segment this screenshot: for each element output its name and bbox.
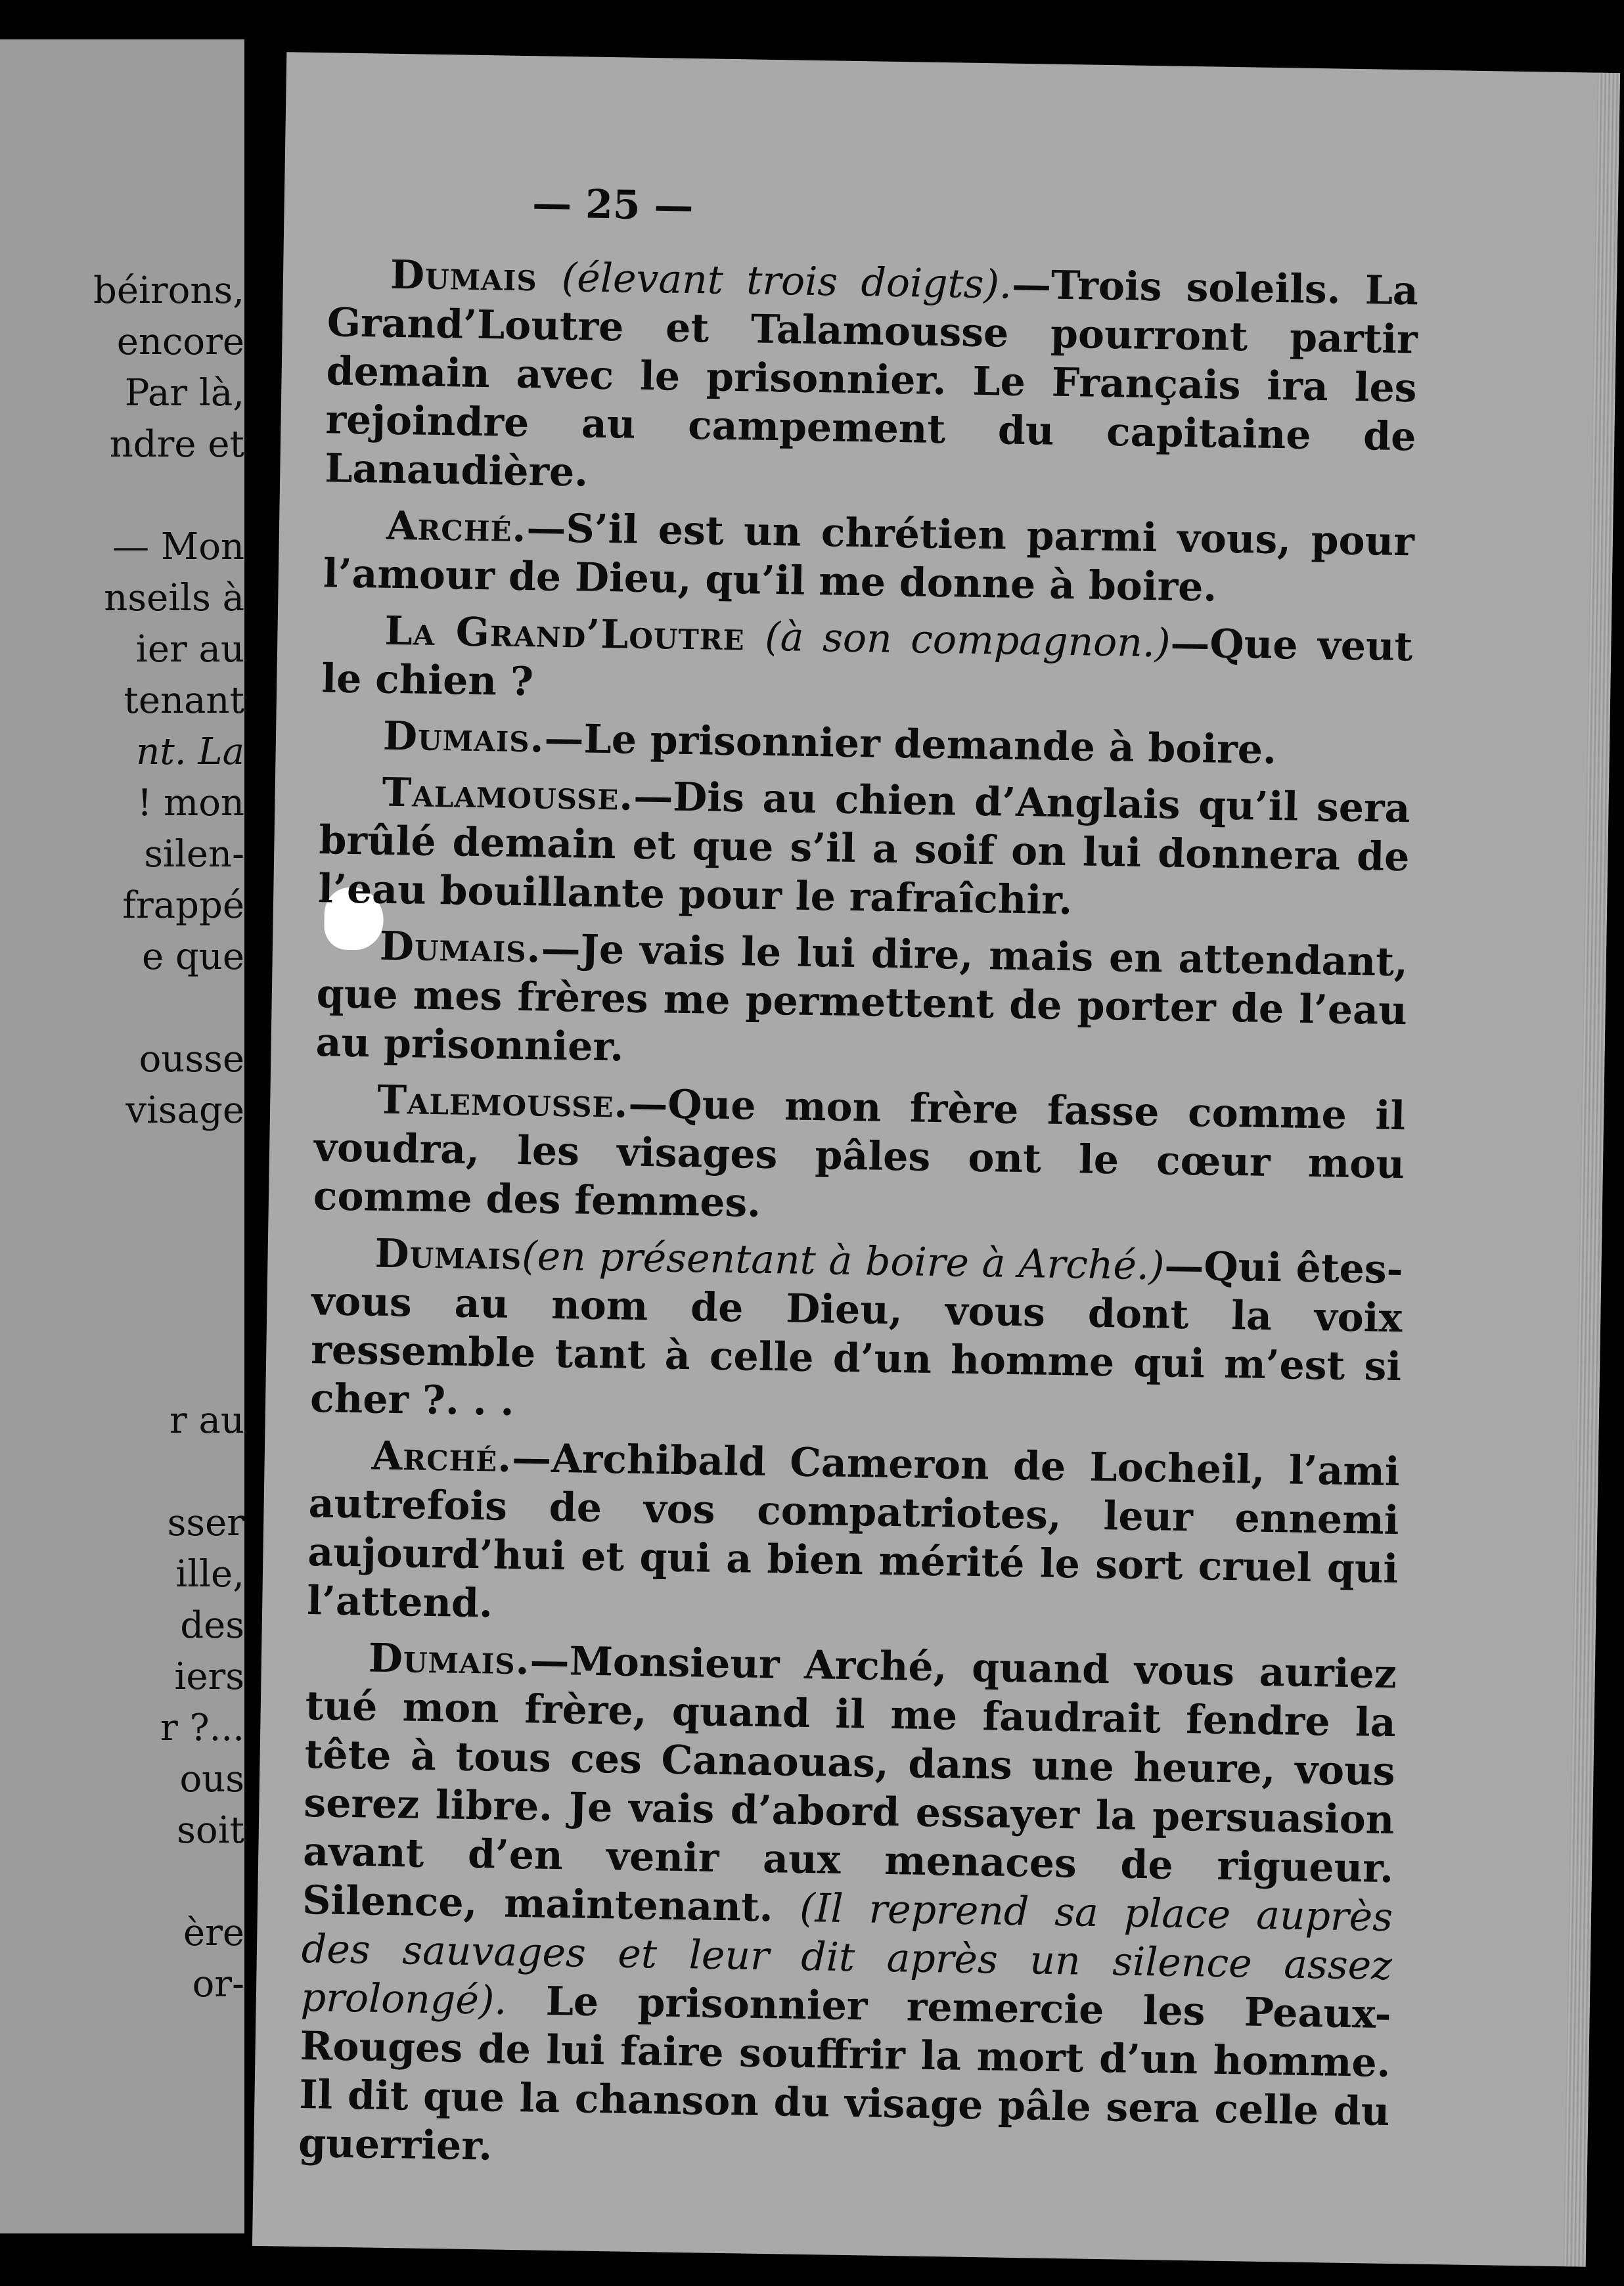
left-page-line: ille, [175, 1553, 244, 1596]
left-page-line: r au [169, 1399, 244, 1442]
left-page-line: ère [183, 1912, 244, 1954]
left-page-line: visage [125, 1089, 244, 1132]
left-page-line: ous [179, 1758, 244, 1801]
dialogue-paragraph [310, 1228, 1403, 1440]
page-edge [1564, 73, 1620, 2267]
left-page-line: ousse [139, 1038, 244, 1081]
dialogue-text: —Archibald Cameron de Locheil, l’ami autrefois de vos compatriotes, leur ennemi aujourd’hui et qui a bien mérité le sort cruel qui l’attend. [306, 1435, 1401, 1627]
page-number: — 25 — [531, 181, 694, 230]
dialogue-text: —Monsieur Arché, quand vous auriez tué mon frère, quand il me faudrait fendre la tête à tous ces Canaouas, dans une heure, vous serez libre. Je vais d’abord essayer la persuasion avant d’en venir aux menaces de rigueur. Silence, maintenant. [302, 1638, 1397, 1931]
dialogue-text: —Dis au chien d’Anglais qu’il sera brûlé demain et que s’il a soif on lui donnera de l’eau bouillante pour le rafraîchir. [317, 773, 1411, 924]
speaker-name: La Grand’Loutre [384, 608, 746, 660]
dialogue-text: —Que veut le chien ? [321, 620, 1413, 706]
speaker-name: Arché. [371, 1433, 512, 1481]
left-page-line: or- [192, 1963, 244, 2006]
stage-direction: (élevant trois doigts). [561, 254, 1012, 308]
dialogue-paragraph [313, 1075, 1405, 1238]
stage-direction: (en présentant à boire à Arché.) [521, 1233, 1165, 1289]
speaker-name: Talemousse. [376, 1077, 629, 1127]
left-page-line: ndre et [109, 423, 244, 466]
left-page-fragment [0, 39, 250, 2233]
speaker-name: Arché. [386, 503, 528, 552]
speaker-name: Dumais. [379, 923, 542, 972]
speaker-name: Dumais. [382, 713, 545, 762]
dialogue-text: Le prisonnier remercie les Peaux-Rouges de lui faire souffrir la mort d’un homme. Il dit que la chanson du visage pâle sera celle du guerrier. [298, 1978, 1392, 2170]
dialogue-paragraph [318, 767, 1410, 930]
left-page-line: — Mon [112, 526, 244, 568]
left-page-line: soit [177, 1809, 244, 1852]
left-page-line: nseils à [104, 577, 244, 619]
left-page-line: ! mon [137, 782, 244, 824]
speaker-name: Dumais [374, 1230, 522, 1280]
page-body [298, 250, 1419, 2193]
left-page-line: nt. La [136, 730, 244, 773]
left-page-line: tenant [124, 679, 244, 722]
dialogue-text: —Que mon frère fasse comme il voudra, les visages pâles ont le cœur mou comme des femmes. [313, 1081, 1406, 1226]
speaker-name: Talamousse. [382, 769, 634, 820]
dialogue-paragraph [323, 501, 1414, 615]
dialogue-text: —Trois soleils. La Grand’Loutre et Talamousse pourront partir demain avec le prisonnier. Le Français ira les rejoindre au campement du capitaine de Lanaudière. [324, 261, 1419, 496]
speaker-name: Dumais [390, 252, 538, 301]
left-page-line: frappé [122, 884, 244, 927]
right-page [252, 52, 1620, 2266]
stage-direction: (Il reprend sa place auprès des sauvages et leur dit après un silence assez prolongé). [300, 1885, 1393, 2024]
left-page-line: r ?... [160, 1707, 244, 1749]
dialogue-paragraph [315, 921, 1408, 1084]
dialogue-text: —S’il est un chrétien parmi vous, pour l’amour de Dieu, qu’il me donne à boire. [323, 505, 1415, 611]
stage-direction: (à son compagnon.) [764, 614, 1171, 667]
dialogue-paragraph [320, 711, 1411, 776]
left-page-line: encore [116, 321, 244, 363]
speaker-name: Dumais. [368, 1635, 531, 1684]
dialogue-paragraph [298, 1633, 1397, 2185]
left-page-line: des [180, 1604, 244, 1647]
dialogue-paragraph [325, 250, 1419, 510]
left-page-line: Par là, [124, 372, 244, 415]
left-page-line: sser [167, 1502, 244, 1544]
dialogue-text: —Le prisonnier demande à boire. [544, 715, 1277, 774]
dialogue-paragraph [307, 1431, 1400, 1642]
left-page-line: ier au [135, 628, 244, 671]
dialogue-text: —Qui êtes-vous au nom de Dieu, vous dont la voix ressemble tant à celle d’un homme qui m’est si cher ?. . . [309, 1243, 1403, 1425]
left-page-line: béirons, [93, 269, 244, 312]
dialogue-paragraph [321, 606, 1413, 720]
left-page-line: e que [142, 935, 244, 978]
left-page-line: silen- [144, 833, 244, 876]
dialogue-text: —Je vais le lui dire, mais en attendant, que mes frères me permettent de porter de l’eau au prisonnier. [315, 926, 1409, 1071]
left-page-line: iers [174, 1655, 244, 1698]
